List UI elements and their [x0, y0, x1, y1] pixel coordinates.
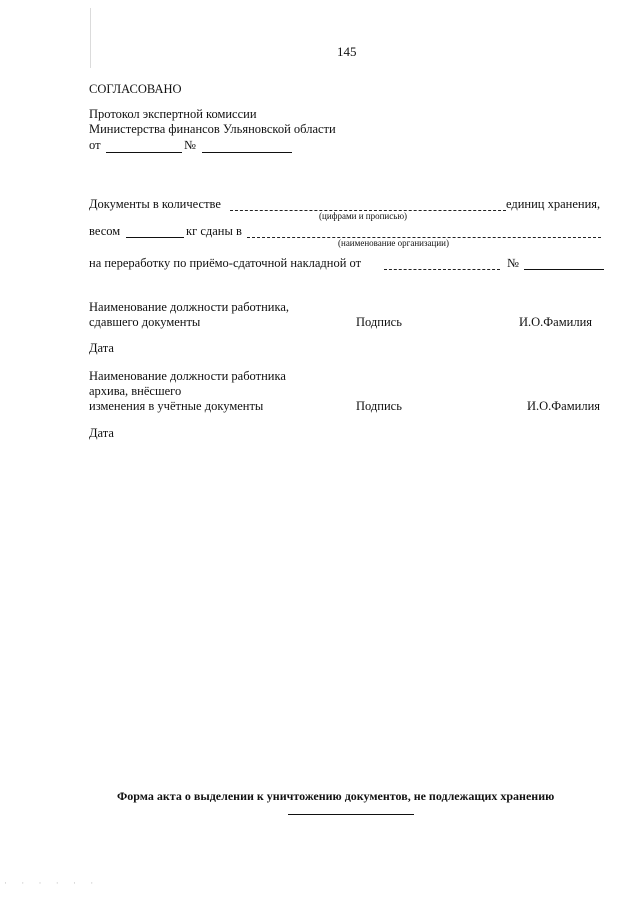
footer-form-title: Форма акта о выделении к уничтожению документов, не подлежащих хранению [117, 789, 555, 803]
units-label: единиц хранения, [506, 197, 601, 211]
waybill-number-field[interactable] [524, 269, 604, 270]
kg-handed-label: кг сданы в [186, 224, 242, 238]
recycling-label: на переработку по приёмо-сдаточной накладной от [89, 256, 362, 270]
documents-count-label: Документы в количестве [89, 197, 221, 211]
archive-signature-label: Подпись [356, 399, 402, 413]
scan-noise: · · · · · · [4, 878, 100, 888]
approval-date-field[interactable] [106, 152, 182, 153]
archive-name-label: И.О.Фамилия [527, 399, 601, 413]
approval-line-1: Протокол экспертной комиссии [89, 107, 257, 121]
archive-position-line-1: Наименование должности работника [89, 369, 286, 383]
approval-heading: СОГЛАСОВАНО [89, 82, 182, 96]
waybill-date-field[interactable] [384, 269, 500, 270]
approval-number-label: № [184, 138, 196, 152]
name-label: И.О.Фамилия [519, 315, 593, 329]
date-label: Дата [89, 341, 114, 355]
waybill-number-label: № [507, 256, 519, 270]
scan-artifact [90, 8, 91, 68]
position-line-2: сдавшего документы [89, 315, 201, 329]
count-hint: (цифрами и прописью) [319, 211, 408, 221]
approval-line-2: Министерства финансов Ульяновской области [89, 122, 336, 136]
position-line-1: Наименование должности работника, [89, 300, 290, 314]
approval-number-field[interactable] [202, 152, 292, 153]
footer-underline [288, 814, 414, 815]
archive-position-line-2: архива, внёсшего [89, 384, 182, 398]
archive-position-line-3: изменения в учётные документы [89, 399, 264, 413]
page-number: 145 [337, 44, 357, 59]
archive-date-label: Дата [89, 426, 114, 440]
signature-label: Подпись [356, 315, 402, 329]
weight-label: весом [89, 224, 121, 238]
weight-field[interactable] [126, 237, 184, 238]
organization-hint: (наименование организации) [338, 238, 449, 248]
approval-from-label: от [89, 138, 101, 152]
